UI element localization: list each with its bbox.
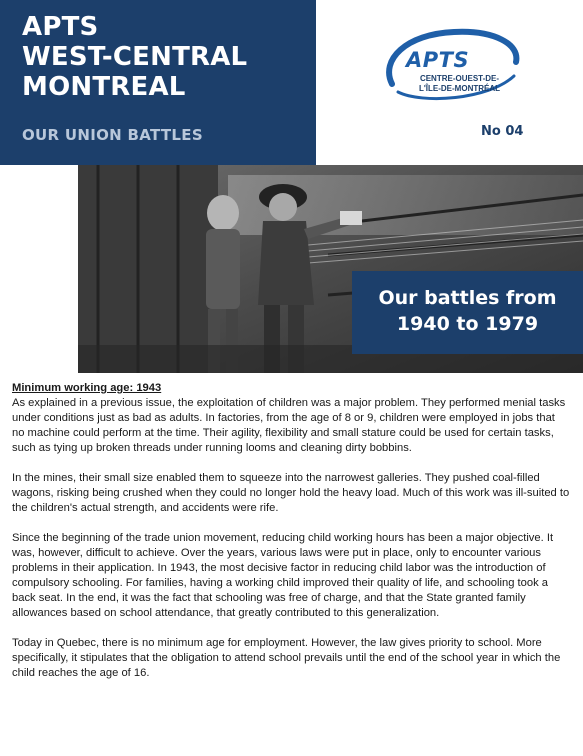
logo-name: APTS: [406, 48, 470, 72]
logo-subtext-line: CENTRE-OUEST-DE-: [419, 74, 500, 83]
article-paragraph: In the mines, their small size enabled them to squeeze into the narrowest galleries. They pushed coal-filled wagons, risking being crushed when they could no longer hold the heavy load. Much of this work was ill-suited to the children's actual strength, and accidents were rife.: [12, 472, 570, 514]
article-paragraph: As explained in a previous issue, the exploitation of children was a major problem. They performed menial tasks under conditions just as bad as adults. In factories, from the age of 8 or 9, children were employed in jobs that no machine could perform at the time. Their agility, flexibility and small stature could be used for certain tasks, such as tying up broken threads under running looms and cleaning dirty bobbins.: [12, 397, 566, 454]
apts-logo: [378, 26, 528, 106]
series-subtitle: OUR UNION BATTLES: [22, 126, 203, 144]
headline-box: [352, 271, 583, 354]
article-paragraph: Today in Quebec, there is no minimum age for employment. However, the law gives priority to school. More specifically, it stipulates that the obligation to attend school prevails until the end of the school year in which the child reaches the age of 16.: [12, 637, 561, 679]
org-title-line: WEST-CENTRAL: [22, 42, 248, 72]
org-title-line: APTS: [22, 12, 99, 42]
headline-line: 1940 to 1979: [396, 313, 539, 335]
article-body: [12, 381, 570, 696]
org-title: [22, 12, 247, 102]
logo-subtext-line: L'ÎLE-DE-MONTRÉAL: [419, 84, 501, 93]
section-heading: Minimum working age: 1943: [12, 382, 162, 394]
issue-number: No 04: [481, 124, 524, 139]
logo-subtext: [419, 74, 500, 94]
article-paragraph: Since the beginning of the trade union movement, reducing child working hours has been a major objective. It was, however, difficult to achieve. Over the years, various laws were put in place, only to encounter various problems in their application. In 1943, the most decisive factor in reducing child labor was the introduction of compulsory schooling. For families, having a working child improved their quality of life, and schooling took a back seat. In the end, it was the fact that schooling was free of charge, and that the State granted family allowances based on school attendance, that greatly contributed to this generalization.: [12, 532, 554, 619]
headline-line: Our battles from: [378, 287, 557, 309]
org-title-line: MONTREAL: [22, 72, 186, 102]
header-block: [0, 0, 316, 165]
